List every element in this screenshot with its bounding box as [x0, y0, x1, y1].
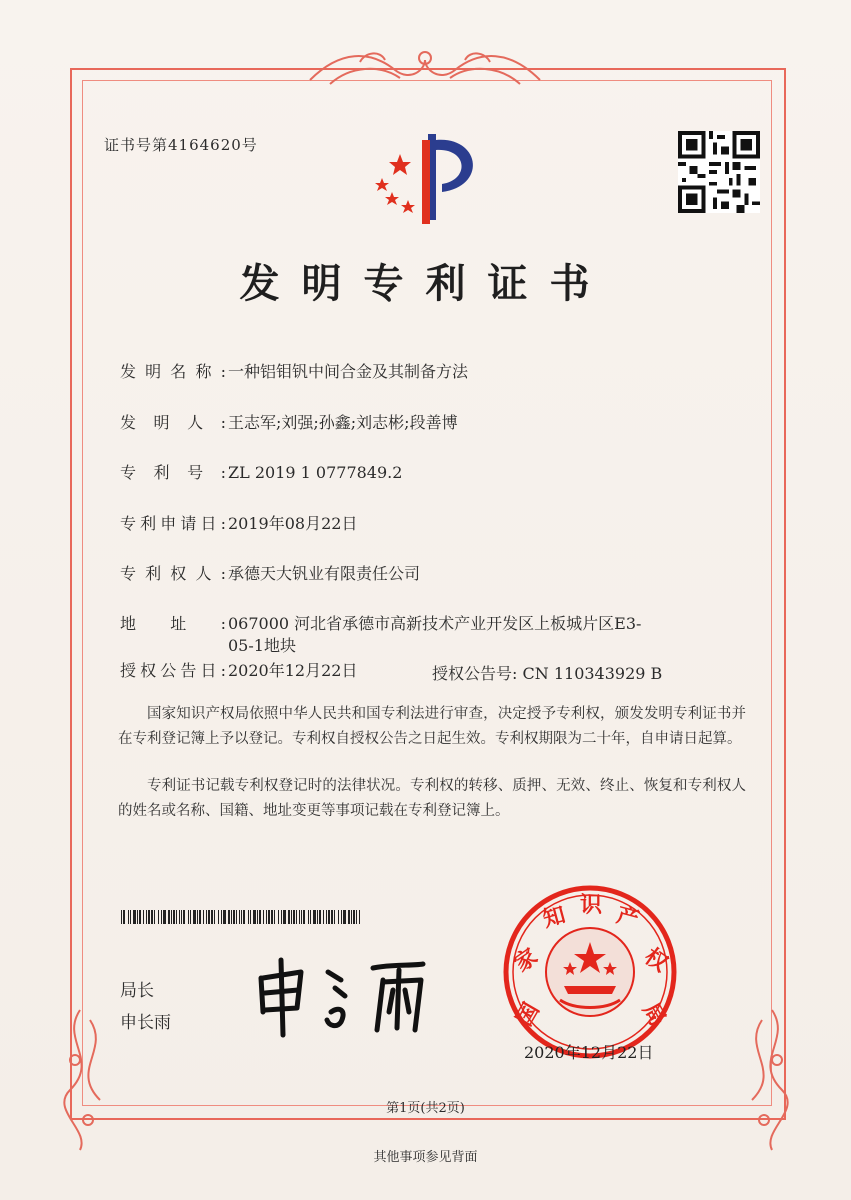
seal-char: 权: [639, 944, 672, 978]
field-label: 专利号:: [120, 463, 226, 482]
grant-number-label: 授权公告号:: [432, 664, 518, 683]
director-name: 申长雨: [120, 1013, 171, 1033]
field-label: 专利权人:: [120, 564, 226, 583]
certificate-title: 发明专利证书: [239, 261, 612, 307]
field-value: 承德天大钒业有限责任公司: [228, 564, 421, 583]
seal-char: 家: [510, 944, 543, 978]
certificate-number: 证书号第4164620号: [104, 136, 258, 154]
field-label: 发明人:: [120, 413, 226, 432]
director-title: 局长: [120, 981, 154, 1001]
bottom-left-ornament-icon: [40, 1000, 130, 1160]
top-ornament-icon: [300, 40, 550, 92]
bottom-right-ornament-icon: [722, 1000, 812, 1160]
field-value: ZL 2019 1 0777849.2: [228, 463, 403, 482]
field-value: 王志军;刘强;孙鑫;刘志彬;段善博: [228, 413, 458, 432]
address-line-1: 067000 河北省承德市高新技术产业开发区上板城片区E3-: [228, 614, 642, 633]
seal-char: 产: [613, 902, 642, 933]
field-value: 2020年12月22日: [228, 661, 358, 680]
field-value: 一种铝钼钒中间合金及其制备方法: [228, 362, 469, 381]
seal-char: 国: [512, 998, 545, 1031]
field-label: 授权公告日:: [120, 661, 226, 680]
signature-icon: [243, 950, 443, 1040]
field-label: 地址:: [120, 614, 226, 633]
seal-date: 2020年12月22日: [524, 1043, 654, 1062]
grant-number: [432, 661, 662, 684]
seal-char: 知: [540, 902, 569, 933]
address-line-2: 05-1地块: [228, 636, 296, 655]
official-seal-icon: [500, 882, 680, 1062]
field-value: 2019年08月22日: [228, 514, 358, 533]
footer-note: 其他事项参见背面: [373, 1150, 478, 1165]
paragraph-grant-statement: 国家知识产权局依照中华人民共和国专利法进行审查，决定授予专利权，颁发发明专利证书并在专利登记簿上予以登记。专利权自授权公告之日起生效。专利权期限为二十年，自申请日起算。: [118, 706, 746, 747]
seal-char: 识: [579, 893, 603, 918]
seal-char: 局: [637, 998, 670, 1031]
field-label: 专利申请日:: [120, 514, 226, 533]
grant-number-value: CN 110343929 B: [522, 664, 663, 683]
field-label: 发明名称:: [120, 362, 226, 381]
patent-office-logo-icon: [370, 126, 500, 226]
qr-code-icon[interactable]: [678, 131, 760, 213]
barcode-icon: [121, 910, 361, 924]
paragraph-legal-status: 专利证书记载专利权登记时的法律状况。专利权的转移、质押、无效、终止、恢复和专利权人的姓名或名称、国籍、地址变更等事项记载在专利登记簿上。: [118, 778, 746, 819]
page-number: 第1页(共2页): [386, 1101, 465, 1116]
